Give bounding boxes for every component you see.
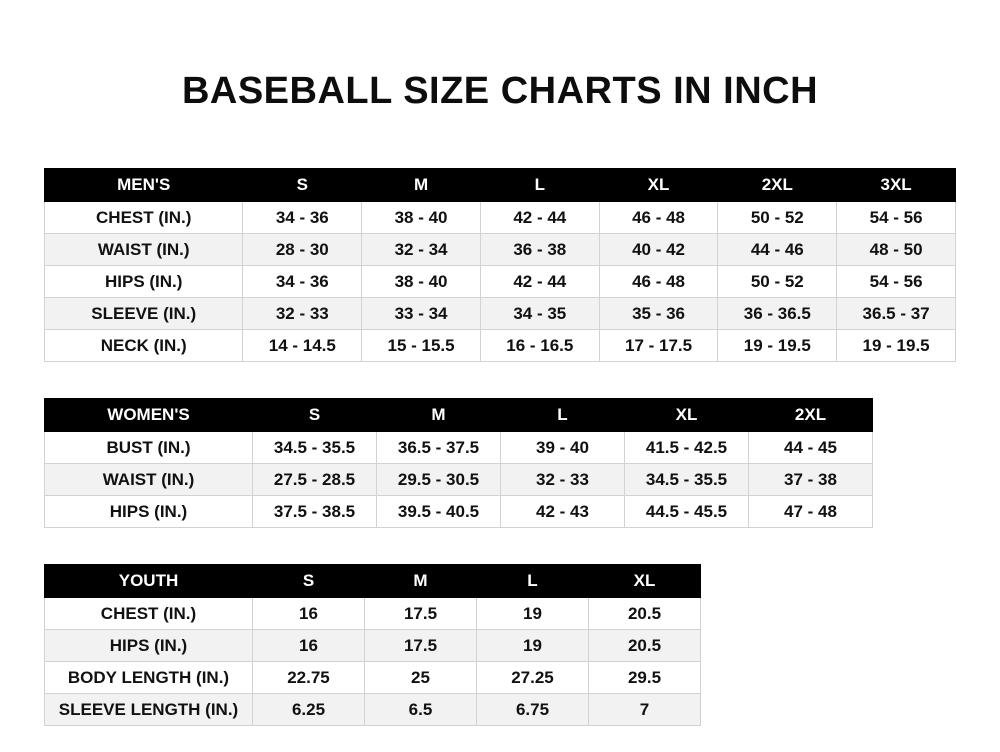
table-cell: 39.5 - 40.5 bbox=[377, 496, 501, 528]
table-cell: 25 bbox=[365, 662, 477, 694]
table-cell: 29.5 - 30.5 bbox=[377, 464, 501, 496]
table-cell: 44 - 45 bbox=[749, 432, 873, 464]
table-cell: 33 - 34 bbox=[362, 298, 481, 330]
row-label: BUST (IN.) bbox=[45, 432, 253, 464]
table-cell: 42 - 44 bbox=[480, 266, 599, 298]
table-cell: 27.25 bbox=[477, 662, 589, 694]
youth-size-table bbox=[44, 564, 701, 726]
column-header: 3XL bbox=[837, 169, 956, 202]
table-cell: 46 - 48 bbox=[599, 266, 718, 298]
table-cell: 36 - 38 bbox=[480, 234, 599, 266]
table-cell: 44 - 46 bbox=[718, 234, 837, 266]
page-title: BASEBALL SIZE CHARTS IN INCH bbox=[181, 70, 819, 112]
column-header: XL bbox=[625, 399, 749, 432]
row-label: WAIST (IN.) bbox=[45, 234, 243, 266]
column-header: MEN'S bbox=[45, 169, 243, 202]
table-cell: 38 - 40 bbox=[362, 266, 481, 298]
table-cell: 54 - 56 bbox=[837, 202, 956, 234]
table-cell: 42 - 44 bbox=[480, 202, 599, 234]
table-cell: 6.5 bbox=[365, 694, 477, 726]
table-cell: 17.5 bbox=[365, 630, 477, 662]
table-cell: 50 - 52 bbox=[718, 266, 837, 298]
table-cell: 16 bbox=[253, 630, 365, 662]
table-cell: 27.5 - 28.5 bbox=[253, 464, 377, 496]
table-row bbox=[45, 298, 956, 330]
table-cell: 34 - 36 bbox=[243, 202, 362, 234]
table-cell: 47 - 48 bbox=[749, 496, 873, 528]
table-row bbox=[45, 432, 873, 464]
column-header: WOMEN'S bbox=[45, 399, 253, 432]
table-row bbox=[45, 598, 701, 630]
table-header-row bbox=[45, 565, 701, 598]
table-cell: 19 bbox=[477, 630, 589, 662]
table-cell: 17 - 17.5 bbox=[599, 330, 718, 362]
column-header: L bbox=[480, 169, 599, 202]
table-cell: 19 - 19.5 bbox=[837, 330, 956, 362]
column-header: YOUTH bbox=[45, 565, 253, 598]
row-label: CHEST (IN.) bbox=[45, 202, 243, 234]
table-cell: 16 - 16.5 bbox=[480, 330, 599, 362]
table-row bbox=[45, 662, 701, 694]
table-cell: 14 - 14.5 bbox=[243, 330, 362, 362]
table-cell: 34 - 36 bbox=[243, 266, 362, 298]
womens-size-table bbox=[44, 398, 873, 528]
table-cell: 37.5 - 38.5 bbox=[253, 496, 377, 528]
table-row bbox=[45, 266, 956, 298]
table-cell: 35 - 36 bbox=[599, 298, 718, 330]
table-row bbox=[45, 630, 701, 662]
table-cell: 15 - 15.5 bbox=[362, 330, 481, 362]
column-header: S bbox=[253, 565, 365, 598]
column-header: M bbox=[365, 565, 477, 598]
column-header: 2XL bbox=[718, 169, 837, 202]
table-cell: 28 - 30 bbox=[243, 234, 362, 266]
table-cell: 41.5 - 42.5 bbox=[625, 432, 749, 464]
table-cell: 34 - 35 bbox=[480, 298, 599, 330]
table-cell: 32 - 34 bbox=[362, 234, 481, 266]
table-row bbox=[45, 694, 701, 726]
column-header: XL bbox=[589, 565, 701, 598]
row-label: WAIST (IN.) bbox=[45, 464, 253, 496]
column-header: XL bbox=[599, 169, 718, 202]
column-header: S bbox=[243, 169, 362, 202]
column-header: M bbox=[377, 399, 501, 432]
table-cell: 36.5 - 37 bbox=[837, 298, 956, 330]
table-row bbox=[45, 202, 956, 234]
table-row bbox=[45, 464, 873, 496]
table-cell: 32 - 33 bbox=[243, 298, 362, 330]
row-label: BODY LENGTH (IN.) bbox=[45, 662, 253, 694]
table-cell: 29.5 bbox=[589, 662, 701, 694]
row-label: NECK (IN.) bbox=[45, 330, 243, 362]
table-cell: 36 - 36.5 bbox=[718, 298, 837, 330]
table-cell: 20.5 bbox=[589, 630, 701, 662]
column-header: L bbox=[501, 399, 625, 432]
table-cell: 48 - 50 bbox=[837, 234, 956, 266]
table-cell: 20.5 bbox=[589, 598, 701, 630]
column-header: M bbox=[362, 169, 481, 202]
table-cell: 38 - 40 bbox=[362, 202, 481, 234]
table-row bbox=[45, 330, 956, 362]
table-cell: 32 - 33 bbox=[501, 464, 625, 496]
row-label: HIPS (IN.) bbox=[45, 630, 253, 662]
table-cell: 50 - 52 bbox=[718, 202, 837, 234]
table-cell: 39 - 40 bbox=[501, 432, 625, 464]
row-label: SLEEVE (IN.) bbox=[45, 298, 243, 330]
table-cell: 34.5 - 35.5 bbox=[625, 464, 749, 496]
column-header: L bbox=[477, 565, 589, 598]
row-label: HIPS (IN.) bbox=[45, 496, 253, 528]
table-cell: 22.75 bbox=[253, 662, 365, 694]
table-cell: 34.5 - 35.5 bbox=[253, 432, 377, 464]
table-cell: 17.5 bbox=[365, 598, 477, 630]
table-cell: 6.75 bbox=[477, 694, 589, 726]
table-cell: 37 - 38 bbox=[749, 464, 873, 496]
table-cell: 44.5 - 45.5 bbox=[625, 496, 749, 528]
row-label: SLEEVE LENGTH (IN.) bbox=[45, 694, 253, 726]
mens-size-table bbox=[44, 168, 956, 362]
table-row bbox=[45, 496, 873, 528]
table-cell: 54 - 56 bbox=[837, 266, 956, 298]
table-cell: 6.25 bbox=[253, 694, 365, 726]
table-cell: 42 - 43 bbox=[501, 496, 625, 528]
table-cell: 19 bbox=[477, 598, 589, 630]
table-cell: 7 bbox=[589, 694, 701, 726]
column-header: 2XL bbox=[749, 399, 873, 432]
table-header-row bbox=[45, 399, 873, 432]
table-cell: 46 - 48 bbox=[599, 202, 718, 234]
table-cell: 40 - 42 bbox=[599, 234, 718, 266]
table-cell: 16 bbox=[253, 598, 365, 630]
column-header: S bbox=[253, 399, 377, 432]
row-label: CHEST (IN.) bbox=[45, 598, 253, 630]
table-header-row bbox=[45, 169, 956, 202]
table-cell: 19 - 19.5 bbox=[718, 330, 837, 362]
charts-container bbox=[0, 168, 1000, 726]
table-row bbox=[45, 234, 956, 266]
row-label: HIPS (IN.) bbox=[45, 266, 243, 298]
table-cell: 36.5 - 37.5 bbox=[377, 432, 501, 464]
